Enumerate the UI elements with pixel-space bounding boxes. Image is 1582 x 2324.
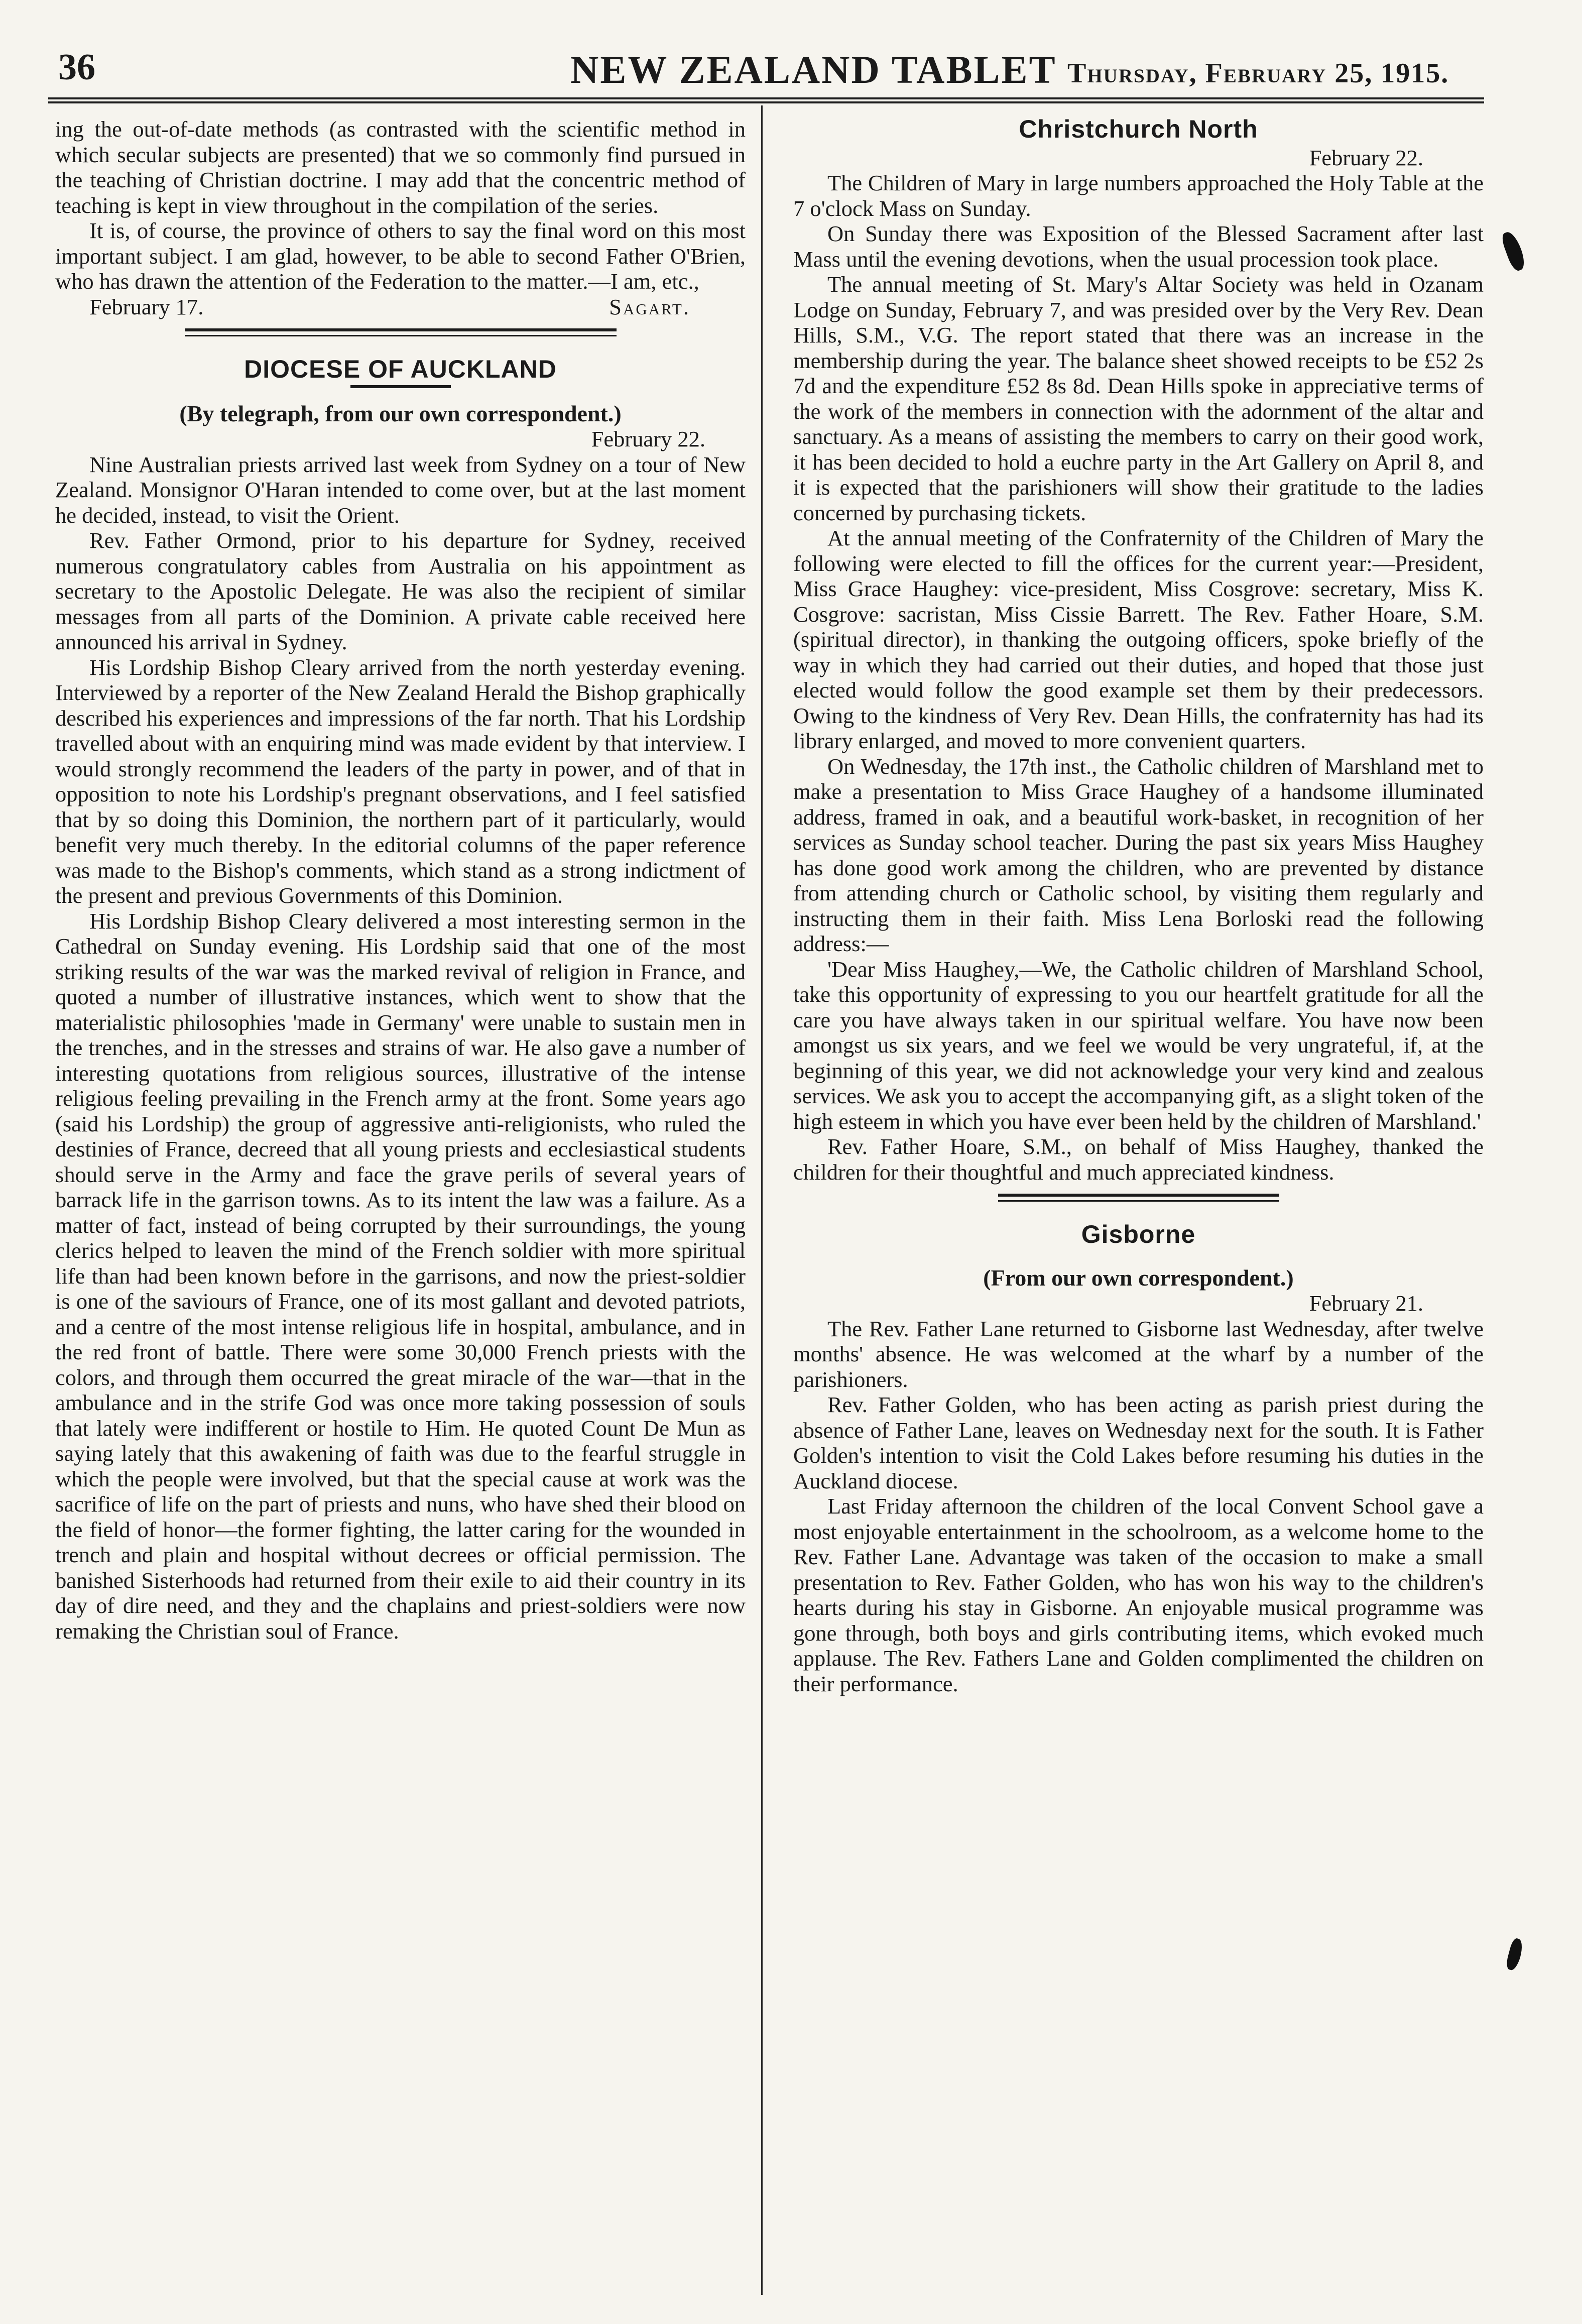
masthead bbox=[48, 42, 1484, 103]
section-rule bbox=[185, 328, 617, 336]
spacer bbox=[793, 1250, 1484, 1265]
article-date: February 22. bbox=[1309, 145, 1423, 170]
article-paragraph: His Lordship Bishop Cleary arrived from the north yesterday evening. Interviewed by a reporter of the New Zealand Herald the Bishop graphically described his experiences and impressions of the far north. That his Lordship travelled about with an enquiring mind was made evident by that interview. I would strongly recommend the leaders of the party in power, and of that in opposition to note his Lordship's pregnant observations, and I feel satisfied that by so doing this Dominion, the northern part of it particularly, would benefit very much thereby. In the editorial columns of the paper reference was made to the Bishop's comments, which stand as a strong indictment of the present and previous Governments of this Dominion. bbox=[55, 654, 746, 908]
article-paragraph: At the annual meeting of the Confraternity of the Children of Mary the following were elected to fill the offices for the current year:—President, Miss Grace Haughey: vice-president, Miss Cosgrove: secretary, Miss K. Cosgrove: sacristan, Miss Cissie Barrett. The Rev. Father Hoare, S.M. (spiritual director), in thanking the outgoing officers, spoke briefly of the way in which they had carried out their duties, and hoped that those just elected would follow the good example set them by their predecessors. Owing to the kindness of Very Rev. Dean Hills, the confraternity has had its library enlarged, and moved to more convenient quarters. bbox=[793, 525, 1484, 753]
section-rule bbox=[998, 1194, 1279, 1202]
article-paragraph: The Rev. Father Lane returned to Gisborne last Wednesday, after twelve months' absence. He was welcomed at the wharf by a number of the parishioners. bbox=[793, 1316, 1484, 1392]
letter-date: February 17. bbox=[89, 294, 204, 319]
byline: (By telegraph, from our own correspondent.) bbox=[179, 400, 622, 426]
page-number: 36 bbox=[58, 47, 95, 88]
letter-signature: Sagart. bbox=[609, 294, 690, 319]
address-quote: 'Dear Miss Haughey,—We, the Catholic children of Marshland School, take this opportunity of expressing to you our heartfelt gratitude for all the care you have always taken in our spiritual welfare. You have now been amongst us six years, and we feel we would be very ungrateful, if, at the beginning of this year, we did not acknowledge your very kind and zealous services. We ask you to accept the accompanying gift, as a slight token of the high esteem in which you have ever been held by the children of Marshland.' bbox=[793, 956, 1484, 1134]
right-column bbox=[793, 117, 1484, 1696]
letter-paragraph: ing the out-of-date methods (as contrasted with the scientific method in which secular subjects are presented) that we so commonly find pursued in the teaching of Christian doctrine. I may add that the concentric method of teaching is kept in view throughout in the compilation of the series. bbox=[55, 117, 746, 218]
article-paragraph: His Lordship Bishop Cleary delivered a most interesting sermon in the Cathedral on Sunday evening. His Lordship said that one of the most striking results of the war was the marked revival of religion in France, and quoted a number of illustrative instances, which went to show that the materialistic philosophies 'made in Germany' were unable to sustain men in the trenches, and in the stresses and strains of war. He also gave a number of interesting quotations from religious sources, illustrative of the intense religious feeling prevailing in the French army at the front. Some years ago (said his Lordship) the group of aggressive anti-religionists, who ruled the destinies of France, decreed that all young priests and ecclesiastical students should serve in the Army and face the grave perils of several years of barrack life in the garrison towns. As to its intent the law was a failure. As a matter of fact, instead of being corrupted by their surroundings, the young clerics helped to leaven the mind of the French soldier with more spiritual life than had been known before in the garrisons, and now the priest-soldier is one of the saviours of France, one of its most gallant and devoted patriots, and a centre of the most intense religious life in hospital, ambulance, and in the red front of battle. There were some 30,000 French priests with the colors, and through them occurred the great miracle of the war—that in the ambulance and in the strife God was once more taking possession of souls that lately were indifferent or hostile to Him. He quoted Count De Mun as saying lately that this awakening of faith was due to the fearful struggle in which the people were involved, but that the special cause at work was the sacrifice of life on the part of priests and nuns, who have shed their blood on the field of honor—the former fighting, the latter caring for the wounded in trench and plain and hospital without decrees or official permission. The banished Sisterhoods had returned from their exile to aid their country in its day of dire need, and they and the chaplains and priest-soldiers were now remaking the Christian soul of France. bbox=[55, 908, 746, 1644]
article-paragraph: On Wednesday, the 17th inst., the Catholic children of Marshland met to make a presentation to Miss Grace Haughey of a handsome illuminated address, framed in oak, and a beautiful work-basket, in recognition of her services as Sunday school teacher. During the past six years Miss Haughey has done good work among the children, who are prevented by distance from attending church or Catholic school, by visiting them regularly and instructing them in their faith. Miss Lena Borloski read the following address:— bbox=[793, 753, 1484, 956]
left-column bbox=[55, 117, 746, 1644]
article-paragraph: On Sunday there was Exposition of the Blessed Sacrament after last Mass until the evening devotions, when the usual procession took place. bbox=[793, 221, 1484, 272]
heading-underline bbox=[350, 385, 451, 388]
ink-blot bbox=[1505, 1937, 1525, 1971]
column-divider bbox=[761, 105, 763, 2295]
article-date: February 22. bbox=[591, 426, 705, 451]
byline: (From our own correspondent.) bbox=[983, 1264, 1294, 1291]
ink-blot bbox=[1500, 229, 1528, 272]
article-date: February 21. bbox=[1309, 1291, 1423, 1316]
article-paragraph: Rev. Father Golden, who has been acting as parish priest during the absence of Father Lane, leaves on Wednesday next for the south. It is Father Golden's intention to visit the Cold Lakes before resuming his duties in the Auckland diocese. bbox=[793, 1392, 1484, 1493]
section-heading-christchurch: Christchurch North bbox=[1019, 115, 1258, 143]
letter-signoff bbox=[55, 294, 746, 320]
article-paragraph: The Children of Mary in large numbers approached the Holy Table at the 7 o'clock Mass on Sunday. bbox=[793, 170, 1484, 221]
section-heading-auckland: DIOCESE OF AUCKLAND bbox=[244, 355, 557, 383]
article-paragraph: Rev. Father Ormond, prior to his departure for Sydney, received numerous congratulatory cables from Australia on his appointment as secretary to the Apostolic Delegate. He was also the recipient of similar messages from all parts of the Dominion. A private cable received here announced his arrival in Sydney. bbox=[55, 528, 746, 654]
article-paragraph: Nine Australian priests arrived last week from Sydney on a tour of New Zealand. Monsignor O'Haran intended to come over, but at the last moment he decided, instead, to visit the Orient. bbox=[55, 451, 746, 528]
section-heading-gisborne: Gisborne bbox=[1081, 1220, 1196, 1248]
newspaper-title: NEW ZEALAND TABLET bbox=[570, 48, 1057, 91]
article-paragraph: Last Friday afternoon the children of the local Convent School gave a most enjoyable entertainment in the schoolroom, as a welcome home to the Rev. Father Lane. Advantage was taken of the occasion to make a small presentation to Rev. Father Golden, who has won his way to the children's hearts during his stay in Gisborne. An enjoyable musical programme was gone through, both boys and girls contributing items, which evoked much applause. The Rev. Fathers Lane and Golden complimented the children on their performance. bbox=[793, 1493, 1484, 1696]
issue-date: Thursday, February 25, 1915. bbox=[1067, 58, 1449, 89]
letter-paragraph: It is, of course, the province of others to say the final word on this most important subject. I am glad, however, to be able to second Father O'Brien, who has drawn the attention of the Federation to the matter.—I am, etc., bbox=[55, 218, 746, 294]
article-paragraph: The annual meeting of St. Mary's Altar Society was held in Ozanam Lodge on Sunday, February 7, and was presided over by the Very Rev. Dean Hills, S.M., V.G. The report stated that there was an increase in the membership during the year. The balance sheet showed receipts to be £52 2s 7d and the expenditure £52 8s 8d. Dean Hills spoke in appreciative terms of the work of the members in connection with the adornment of the altar and sanctuary. As a means of assisting the members to carry on their good work, it has been decided to hold a euchre party in the Art Gallery on April 8, and it is expected that the parishioners will show their gratitude to the ladies concerned by purchasing tickets. bbox=[793, 272, 1484, 525]
article-paragraph: Rev. Father Hoare, S.M., on behalf of Miss Haughey, thanked the children for their thoughtful and much appreciated kindness. bbox=[793, 1134, 1484, 1185]
